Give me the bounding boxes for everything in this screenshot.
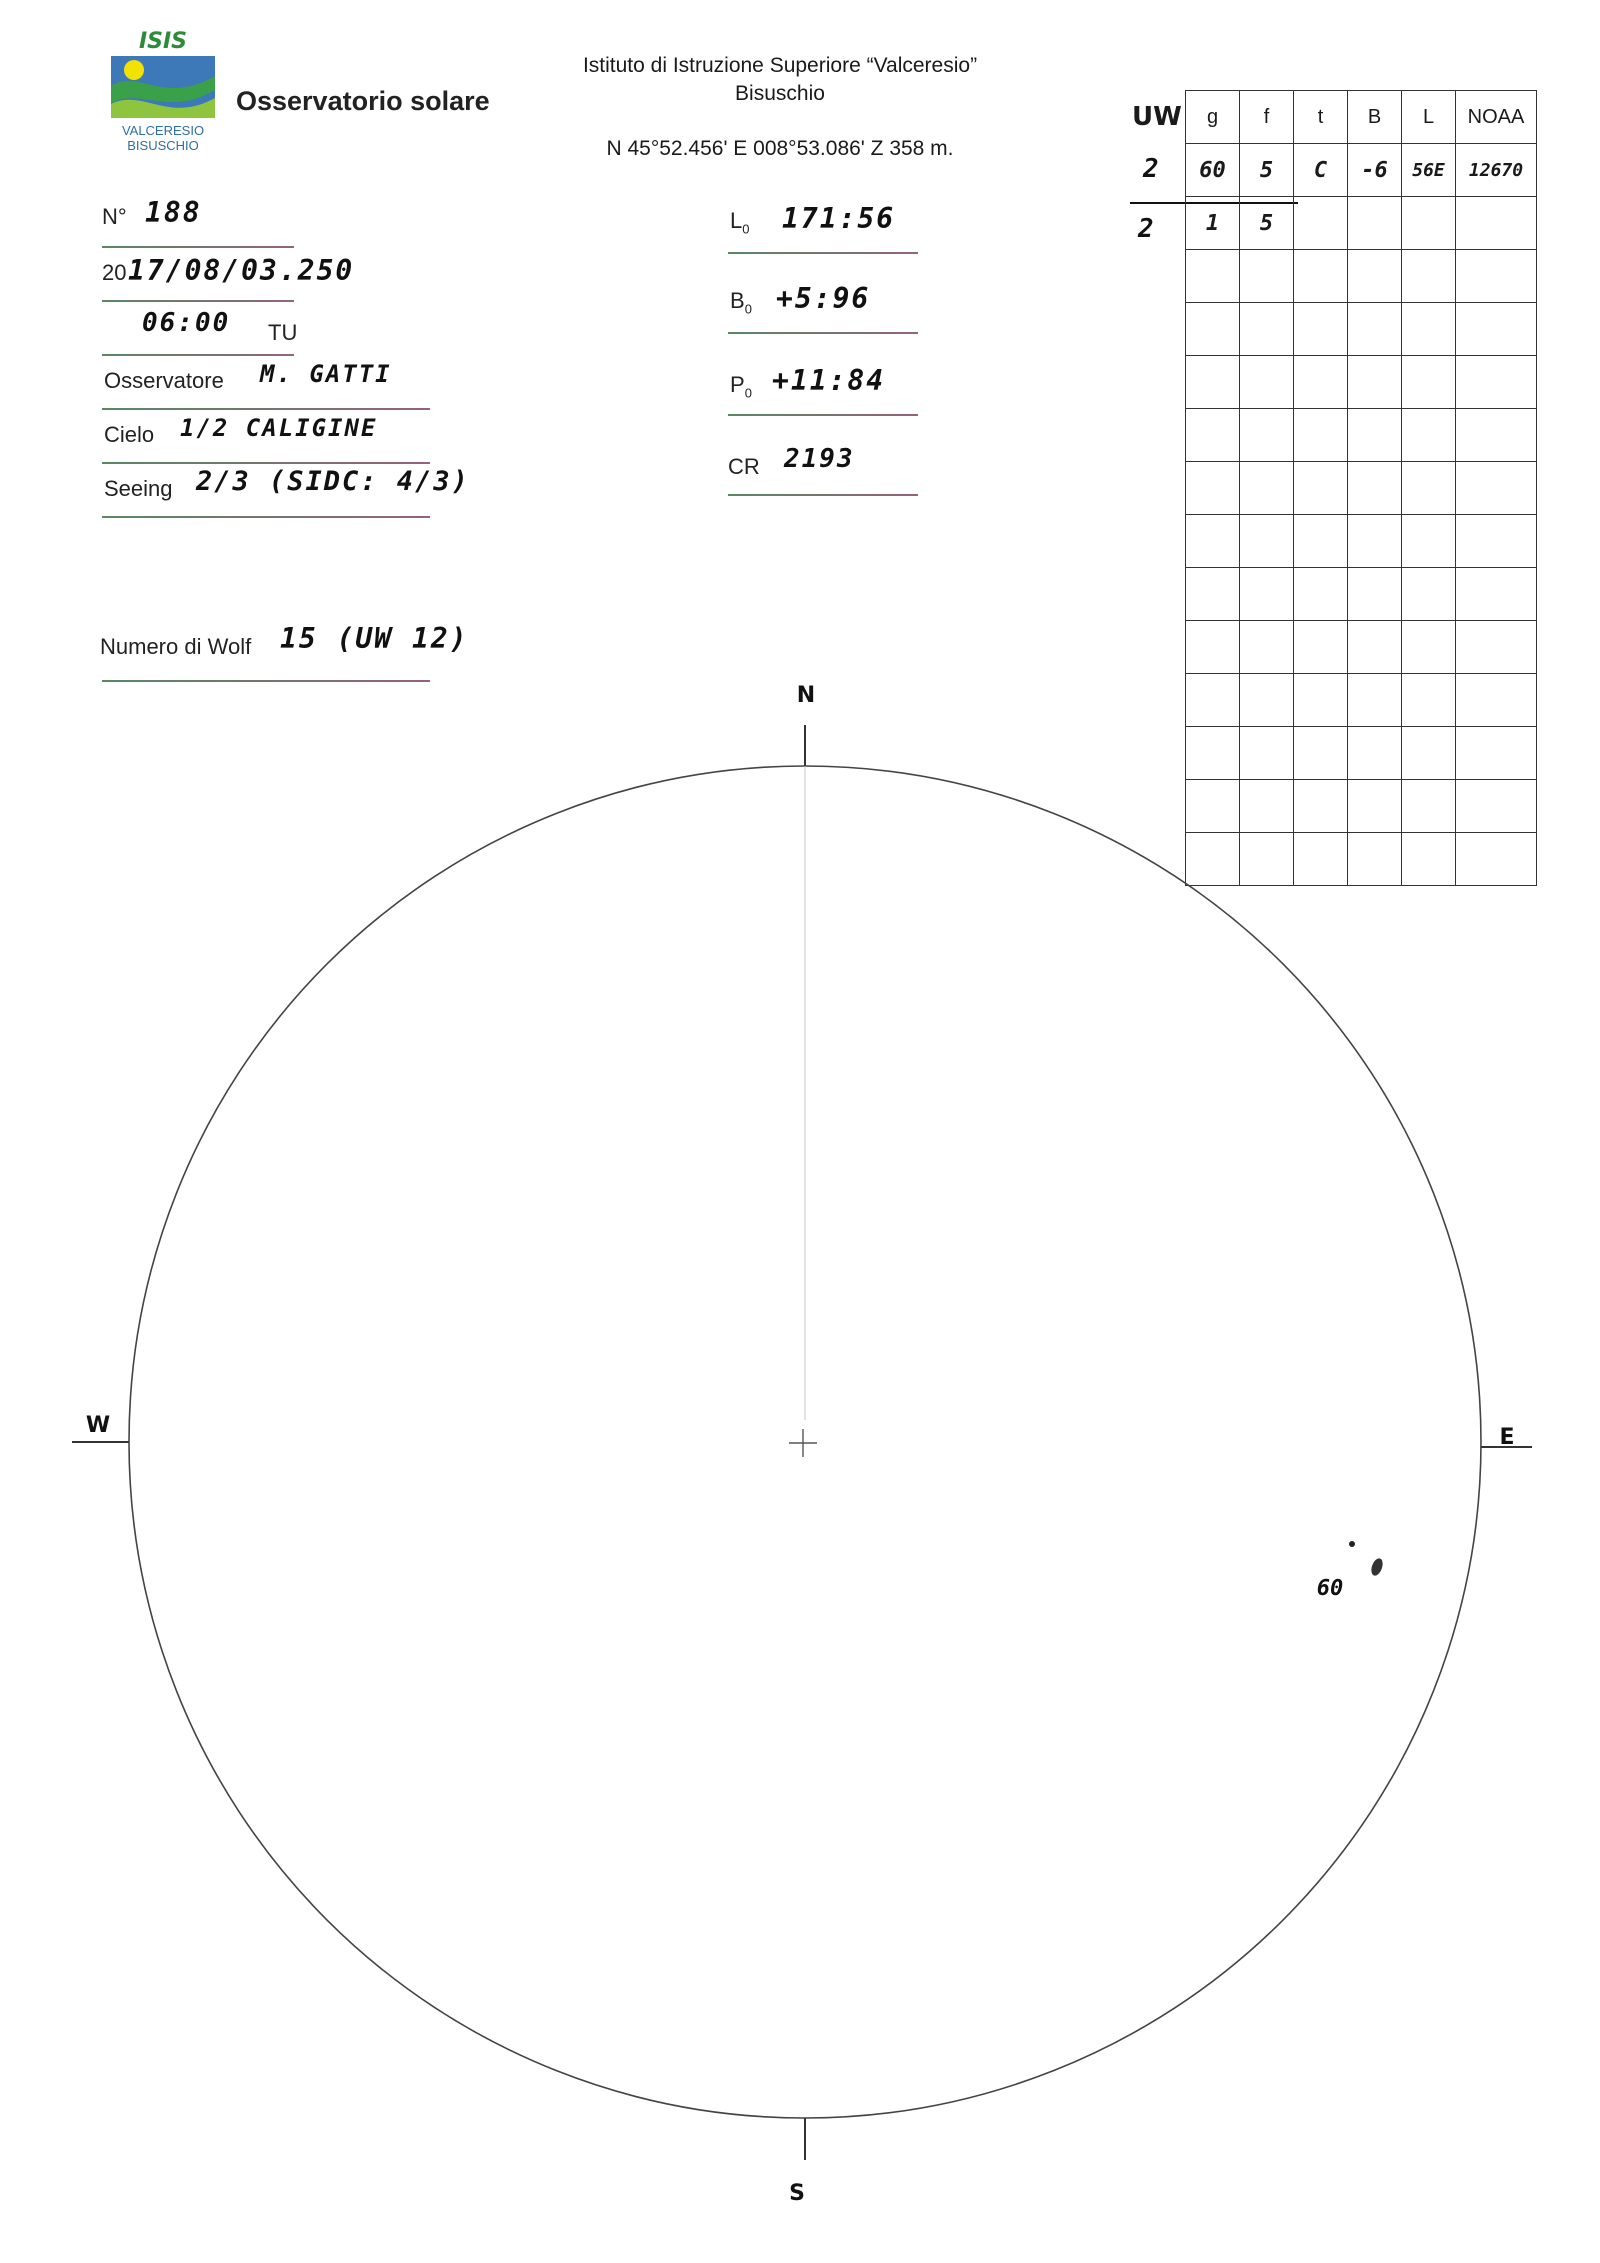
institute-town: Bisuschio <box>735 82 825 105</box>
uw-label: UW <box>1132 102 1182 132</box>
p0-value: +11:84 <box>772 364 886 397</box>
uw-row-1: 2 <box>1143 154 1161 184</box>
time-value: 06:00 <box>142 308 231 338</box>
cell: -6 <box>1348 144 1402 197</box>
cell: 12670 <box>1456 144 1537 197</box>
sunspot-large <box>1369 1557 1385 1577</box>
cell: 1 <box>1186 197 1240 250</box>
header-f: f <box>1240 91 1294 144</box>
cr-label: CR <box>728 454 760 479</box>
cell: 5 <box>1240 197 1294 250</box>
date-value: 17/08/03.250 <box>128 254 355 287</box>
observatory-title: Osservatorio solare <box>236 86 490 116</box>
sky-value: 1/2 CALIGINE <box>180 414 378 442</box>
l0-value: 171:56 <box>782 202 896 235</box>
header-noaa: NOAA <box>1456 91 1537 144</box>
institute-name: Istituto di Istruzione Superiore “Valceresio” <box>582 54 978 77</box>
logo-text: ISIS <box>138 29 188 54</box>
north-label: N <box>796 683 816 708</box>
b0-label: $B_0$ <box>730 288 752 317</box>
cell: 56E <box>1402 144 1456 197</box>
cell: 60 <box>1186 144 1240 197</box>
number-value: 188 <box>145 196 202 229</box>
logo-sub-1: VALCERESIO <box>121 123 205 138</box>
sky-label: Cielo <box>104 422 155 447</box>
time-unit: TU <box>268 320 298 345</box>
cell: 5 <box>1240 144 1294 197</box>
header-t: t <box>1294 91 1348 144</box>
uw-row-2: 2 <box>1138 214 1156 244</box>
observatory-coordinates: N 45°52.456' E 008°53.086' Z 358 m. <box>606 137 954 160</box>
logo-sub-2: BISUSCHIO <box>127 138 199 153</box>
sunspot-small <box>1349 1541 1355 1547</box>
header-l: L <box>1402 91 1456 144</box>
wolf-label: Numero di Wolf <box>100 634 252 659</box>
number-label: N° <box>102 204 127 229</box>
cell: C <box>1294 144 1348 197</box>
header-g: g <box>1186 91 1240 144</box>
seeing-label: Seeing <box>104 476 173 501</box>
cr-value: 2193 <box>784 444 855 474</box>
east-label: E <box>1499 1425 1515 1450</box>
p0-label: $P_0$ <box>730 372 752 401</box>
observer-value: M. GATTI <box>260 360 392 388</box>
header-b: B <box>1348 91 1402 144</box>
b0-value: +5:96 <box>776 282 871 315</box>
sunspot-group-label: 60 <box>1316 1576 1344 1601</box>
l0-label: $L_0$ <box>730 208 750 237</box>
date-prefix: 20 <box>102 260 127 285</box>
west-label: W <box>85 1413 111 1438</box>
seeing-value: 2/3 (SIDC: 4/3) <box>196 466 470 497</box>
south-label: S <box>789 2181 805 2206</box>
wolf-value: 15 (UW 12) <box>280 622 469 655</box>
observer-label: Osservatore <box>104 368 224 393</box>
